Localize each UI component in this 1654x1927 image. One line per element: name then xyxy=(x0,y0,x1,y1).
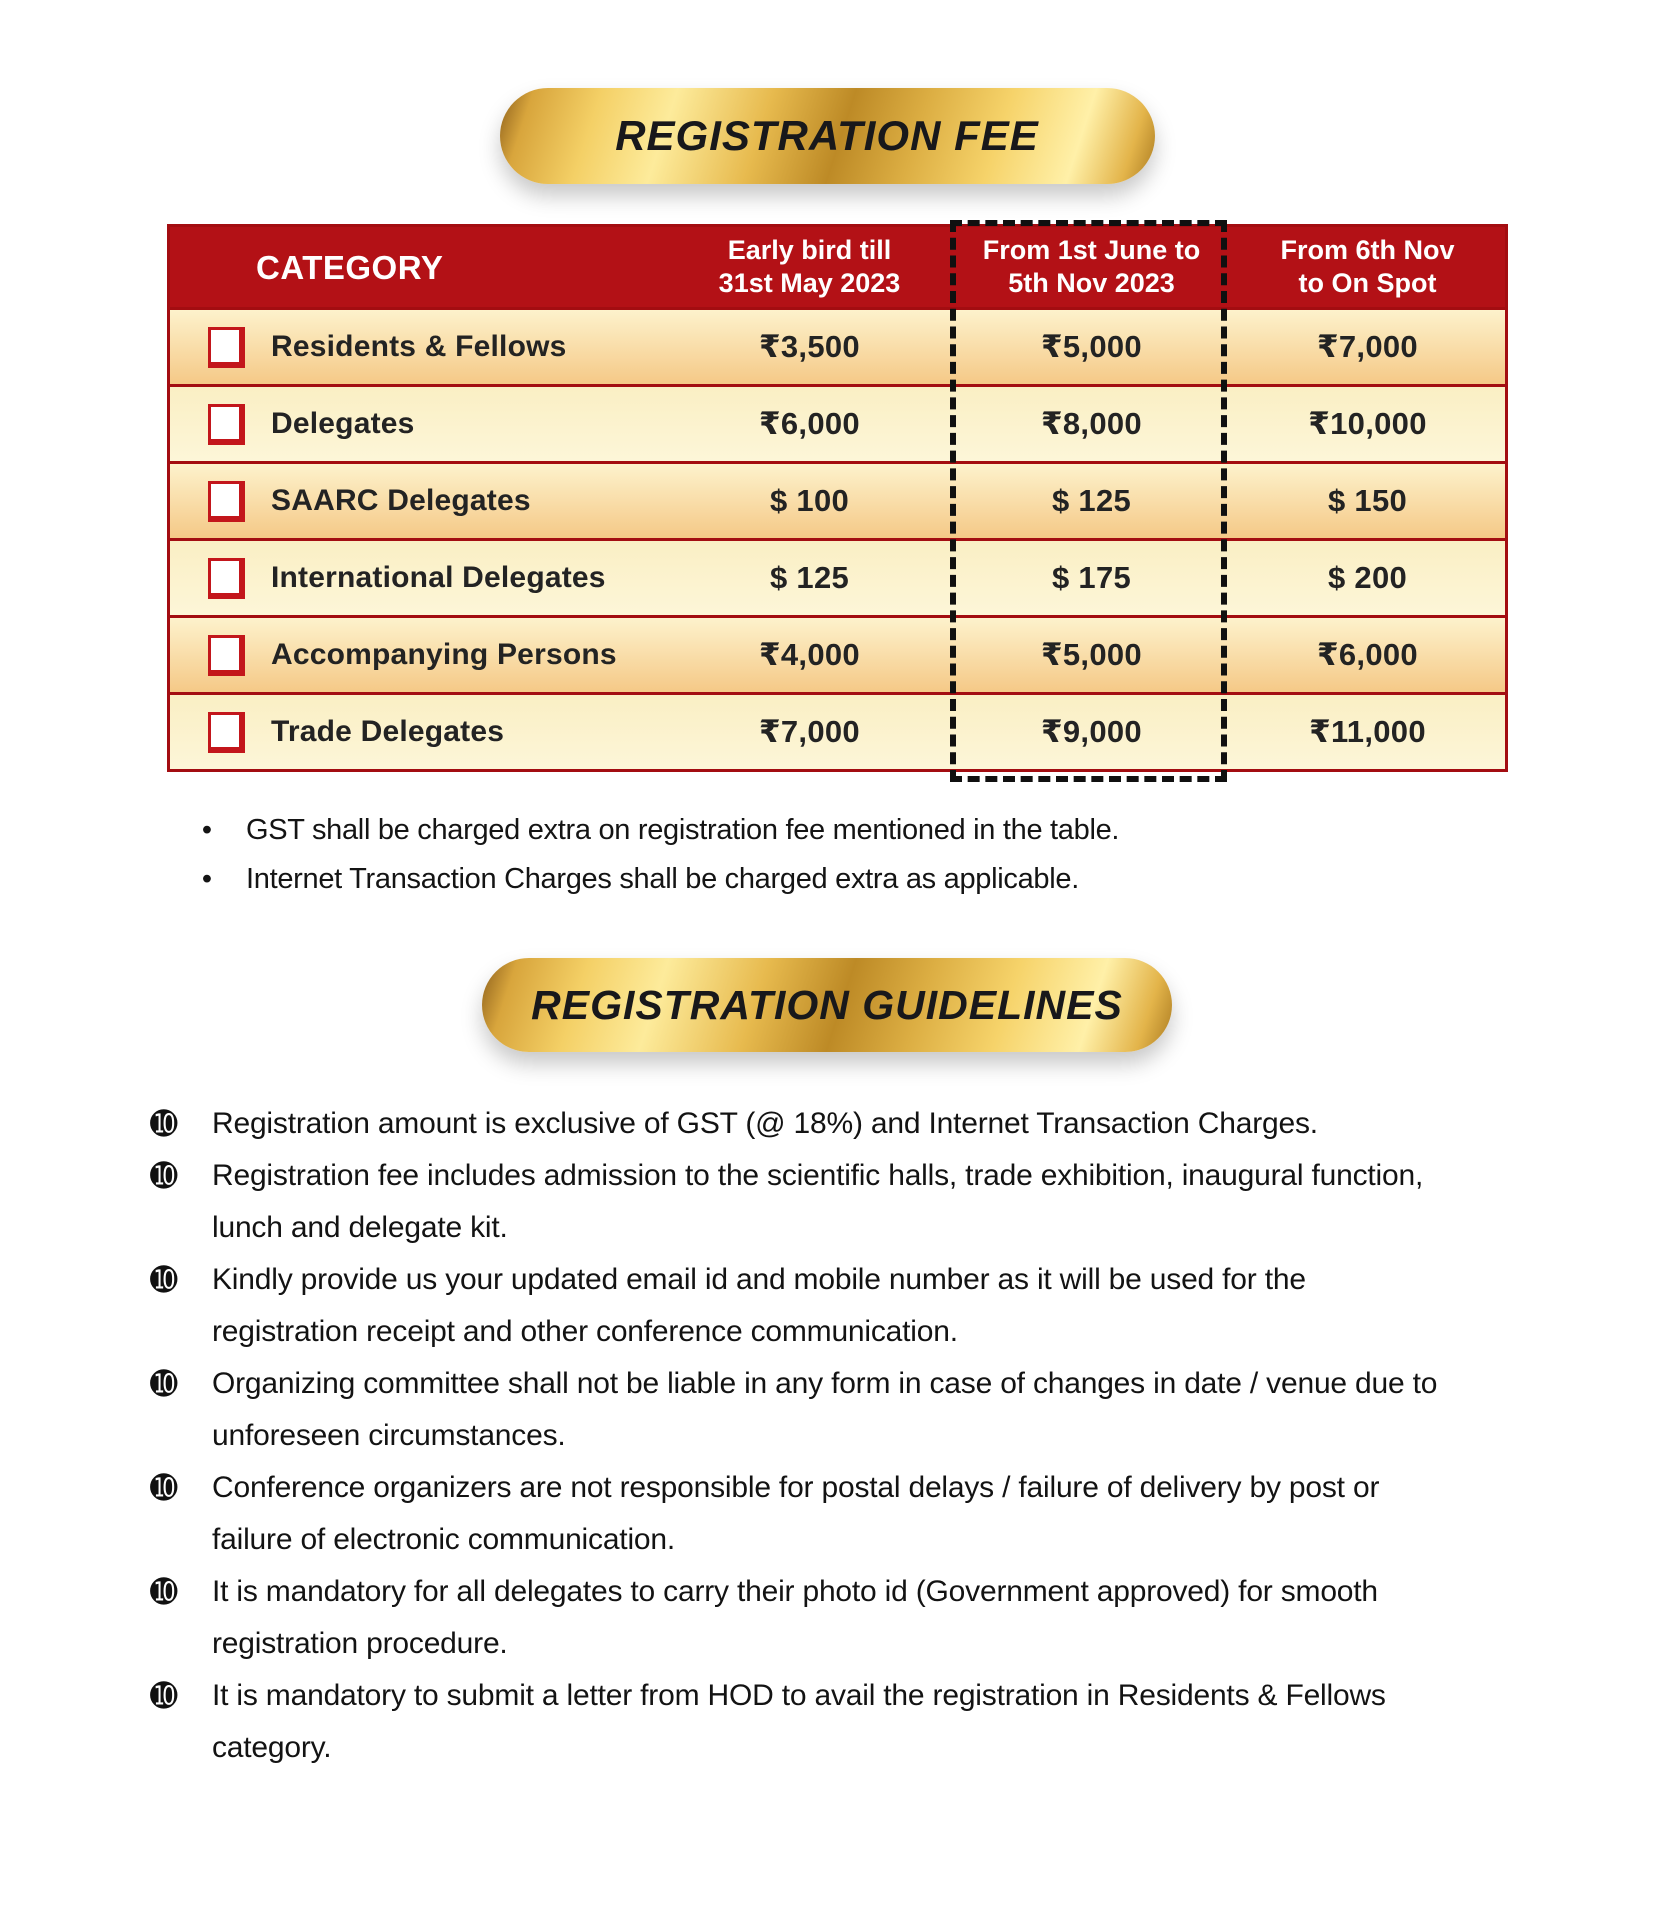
early-bird-fee: ₹7,000 xyxy=(759,714,860,749)
mid-period-fee: $ 125 xyxy=(1051,483,1132,518)
registration-guidelines-banner xyxy=(482,958,1172,1052)
bullet-dot-icon: • xyxy=(201,814,213,846)
guideline-text: Conference organizers are not responsible for postal delays / failure of delivery by post or failure of electronic communication. xyxy=(212,1471,1380,1556)
mid-period-fee: ₹5,000 xyxy=(1041,637,1142,672)
on-spot-fee: $ 200 xyxy=(1327,560,1408,595)
early-bird-fee: $ 125 xyxy=(769,560,850,595)
guideline-item xyxy=(150,1462,1450,1566)
category-label: Delegates xyxy=(271,407,415,440)
mid-period-fee: $ 175 xyxy=(1051,560,1132,595)
on-spot-fee: ₹11,000 xyxy=(1309,714,1426,749)
fee-table xyxy=(167,224,1508,772)
circled-ten-bullet-icon: ➓ xyxy=(150,1364,178,1403)
fee-notes xyxy=(168,806,1654,904)
category-label: SAARC Delegates xyxy=(271,484,531,517)
col-header-mid-period-line2: 5th Nov 2023 xyxy=(1008,268,1175,298)
guideline-item xyxy=(150,1098,1450,1150)
note-item xyxy=(168,855,1654,904)
guideline-text: Organizing committee shall not be liable in any form in case of changes in date / venue due to unforeseen circumstances. xyxy=(212,1367,1438,1452)
row-checkbox[interactable] xyxy=(208,635,245,676)
mid-period-fee: ₹9,000 xyxy=(1041,714,1142,749)
early-bird-fee: ₹4,000 xyxy=(759,637,860,672)
circled-ten-bullet-icon: ➓ xyxy=(150,1156,178,1195)
guideline-text: Kindly provide us your updated email id and mobile number as it will be used for the registration receipt and other conference communication. xyxy=(212,1263,1306,1348)
circled-ten-bullet-icon: ➓ xyxy=(150,1468,178,1507)
table-row-international-delegates xyxy=(170,538,1505,615)
guideline-item xyxy=(150,1566,1450,1670)
col-header-on-spot xyxy=(1230,227,1505,307)
on-spot-fee: ₹10,000 xyxy=(1308,406,1427,441)
category-label: International Delegates xyxy=(271,561,606,594)
table-row-accompanying-persons xyxy=(170,615,1505,692)
registration-flyer xyxy=(0,88,1654,1774)
row-checkbox[interactable] xyxy=(208,327,245,368)
guideline-text: It is mandatory for all delegates to carry their photo id (Government approved) for smooth registration procedure. xyxy=(212,1575,1378,1660)
table-row-trade-delegates xyxy=(170,692,1505,769)
guideline-item xyxy=(150,1150,1450,1254)
category-cell xyxy=(170,310,666,384)
table-row-delegates xyxy=(170,384,1505,461)
circled-ten-bullet-icon: ➓ xyxy=(150,1260,178,1299)
guideline-text: Registration fee includes admission to the scientific halls, trade exhibition, inaugural function, lunch and delegate kit. xyxy=(212,1159,1424,1244)
row-checkbox[interactable] xyxy=(208,404,245,445)
guideline-item xyxy=(150,1670,1450,1774)
category-label: Trade Delegates xyxy=(271,715,505,748)
table-row-saarc-delegates xyxy=(170,461,1505,538)
guidelines-list xyxy=(150,1098,1450,1774)
row-checkbox[interactable] xyxy=(208,712,245,753)
category-cell xyxy=(170,387,666,461)
early-bird-fee: $ 100 xyxy=(769,483,850,518)
col-header-on-spot-line2: to On Spot xyxy=(1298,268,1437,298)
on-spot-fee: ₹7,000 xyxy=(1317,329,1418,364)
category-cell xyxy=(170,618,666,692)
registration-guidelines-banner-label: REGISTRATION GUIDELINES xyxy=(531,981,1123,1028)
mid-period-fee: ₹8,000 xyxy=(1041,406,1142,441)
row-checkbox[interactable] xyxy=(208,481,245,522)
category-label: Residents & Fellows xyxy=(271,330,567,363)
circled-ten-bullet-icon: ➓ xyxy=(150,1104,178,1143)
mid-period-fee: ₹5,000 xyxy=(1041,329,1142,364)
note-text: Internet Transaction Charges shall be charged extra as applicable. xyxy=(246,863,1079,895)
bullet-dot-icon: • xyxy=(201,863,213,895)
guideline-text: Registration amount is exclusive of GST (@ 18%) and Internet Transaction Charges. xyxy=(212,1107,1318,1140)
col-header-early-bird-line2: 31st May 2023 xyxy=(718,268,901,298)
category-cell xyxy=(170,541,666,615)
guideline-item xyxy=(150,1254,1450,1358)
fee-table-header xyxy=(170,227,1505,307)
category-cell xyxy=(170,695,666,769)
registration-fee-banner xyxy=(500,88,1155,184)
col-header-early-bird-line1: Early bird till xyxy=(727,235,892,265)
early-bird-fee: ₹3,500 xyxy=(759,329,860,364)
circled-ten-bullet-icon: ➓ xyxy=(150,1676,178,1715)
table-row-residents-fellows xyxy=(170,307,1505,384)
note-text: GST shall be charged extra on registration fee mentioned in the table. xyxy=(246,814,1120,846)
category-label: Accompanying Persons xyxy=(271,638,617,671)
col-header-on-spot-line1: From 6th Nov xyxy=(1280,235,1455,265)
note-item xyxy=(168,806,1654,855)
col-header-mid-period xyxy=(953,227,1230,307)
col-header-category: CATEGORY xyxy=(256,248,444,286)
row-checkbox[interactable] xyxy=(208,558,245,599)
registration-fee-banner-label: REGISTRATION FEE xyxy=(615,112,1039,159)
on-spot-fee: $ 150 xyxy=(1327,483,1408,518)
guideline-item xyxy=(150,1358,1450,1462)
category-cell xyxy=(170,464,666,538)
circled-ten-bullet-icon: ➓ xyxy=(150,1572,178,1611)
guideline-text: It is mandatory to submit a letter from HOD to avail the registration in Residents & Fellows category. xyxy=(212,1679,1386,1764)
on-spot-fee: ₹6,000 xyxy=(1317,637,1418,672)
col-header-early-bird xyxy=(666,227,953,307)
early-bird-fee: ₹6,000 xyxy=(759,406,860,441)
col-header-mid-period-line1: From 1st June to xyxy=(982,235,1201,265)
